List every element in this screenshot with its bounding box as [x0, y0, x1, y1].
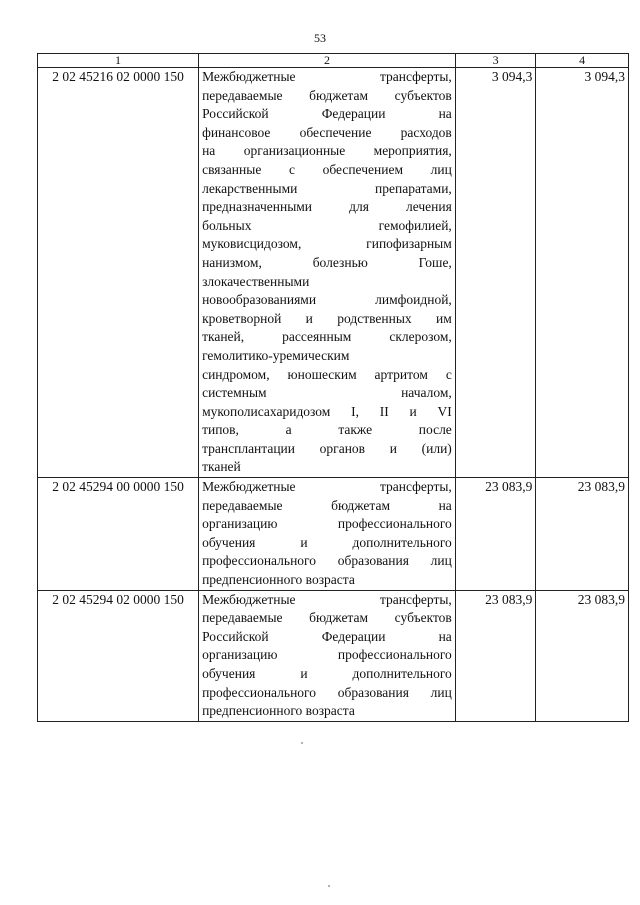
description-line: муковисцидозом, гипофизарным [202, 236, 452, 252]
description-line: обучения и дополнительного [202, 666, 452, 681]
description-line: передаваемые бюджетам субъектов [202, 87, 452, 103]
description-cell [199, 590, 456, 721]
column-header-3: 3 [455, 54, 536, 68]
description-line: синдромом, юношеским артритом с [202, 366, 452, 382]
description-line: профессионального образования лиц [202, 553, 452, 569]
description-line: лекарственными препаратами, [202, 180, 452, 196]
description-line: предназначенными для лечения [202, 199, 452, 215]
description-line: тканей, рассеянным склерозом, [202, 329, 452, 345]
description-line: тканей [202, 459, 241, 475]
description-line: кроветворной и родственных им [202, 310, 452, 326]
description-line: новообразованиями лимфоидной, [202, 292, 452, 308]
column-header-1: 1 [38, 54, 199, 68]
table-row [38, 590, 629, 721]
table-row [38, 68, 629, 478]
budget-code-cell: 2 02 45216 02 0000 150 [38, 68, 199, 478]
description-line: Российской Федерации на [202, 628, 452, 644]
column-header-4: 4 [536, 54, 629, 68]
description-line: профессионального образования лиц [202, 684, 452, 700]
page-number: 53 [314, 31, 326, 45]
description-line: связанные с обеспечением лиц [202, 161, 452, 177]
budget-table [37, 53, 629, 722]
description-line: организацию профессионального [202, 647, 452, 663]
description-line: организацию профессионального [202, 516, 452, 532]
description-line: Межбюджетные трансферты, [202, 69, 452, 84]
scan-speck [328, 885, 330, 887]
value-column-3-cell: 23 083,9 [455, 478, 536, 591]
description-line: типов, а также после [202, 422, 452, 438]
value-column-4-cell: 3 094,3 [536, 68, 629, 478]
scan-speck [301, 742, 303, 744]
description-line: предпенсионного возраста [202, 703, 355, 719]
description-line: больных гемофилией, [202, 217, 452, 233]
description-line: обучения и дополнительного [202, 534, 452, 550]
value-column-3-cell: 3 094,3 [455, 68, 536, 478]
description-line: нанизмом, болезнью Гоше, [202, 254, 452, 270]
table-row [38, 478, 629, 591]
description-cell [199, 478, 456, 591]
description-line: на организационные мероприятия, [202, 143, 452, 159]
description-line: финансовое обеспечение расходов [202, 124, 452, 140]
column-header-2: 2 [199, 54, 456, 68]
value-column-4-cell: 23 083,9 [536, 478, 629, 591]
value-column-4-cell: 23 083,9 [536, 590, 629, 721]
description-line: системным началом, [202, 385, 452, 401]
description-line: передаваемые бюджетам субъектов [202, 610, 452, 626]
budget-code-cell: 2 02 45294 00 0000 150 [38, 478, 199, 591]
description-line: передаваемые бюджетам на [202, 497, 452, 513]
description-line: мукополисахаридозом I, II и VI [202, 403, 452, 419]
budget-code-cell: 2 02 45294 02 0000 150 [38, 590, 199, 721]
description-line: гемолитико-уремическим [202, 347, 350, 363]
description-line: предпенсионного возраста [202, 572, 355, 588]
value-column-3-cell: 23 083,9 [455, 590, 536, 721]
description-line: злокачественными [202, 273, 310, 289]
description-line: Российской Федерации на [202, 106, 452, 122]
description-cell [199, 68, 456, 478]
description-line: Межбюджетные трансферты, [202, 479, 452, 495]
table-header-row [38, 54, 629, 68]
description-line: трансплантации органов и (или) [202, 440, 452, 456]
description-line: Межбюджетные трансферты, [202, 591, 452, 607]
